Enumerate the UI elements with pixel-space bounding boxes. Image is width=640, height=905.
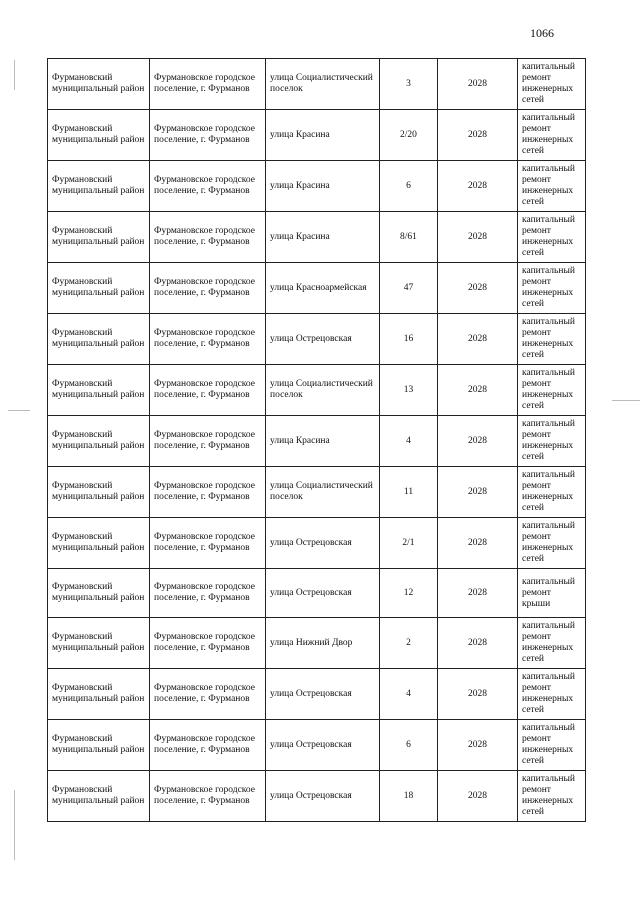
work-type-cell: капитальный ремонт инженерных сетей [518, 720, 586, 771]
settlement-cell: Фурмановское городское поселение, г. Фурманов [150, 59, 266, 110]
year-cell: 2028 [438, 518, 518, 569]
street-cell: улица Социалистический поселок [266, 59, 380, 110]
street-cell: улица Красина [266, 161, 380, 212]
street-cell: улица Красина [266, 212, 380, 263]
district-cell: Фурмановский муниципальный район [48, 416, 150, 467]
registry-table-body [48, 59, 586, 822]
house-number-cell: 4 [380, 416, 438, 467]
house-number-cell: 2 [380, 618, 438, 669]
district-cell: Фурмановский муниципальный район [48, 518, 150, 569]
street-cell: улица Острецовская [266, 569, 380, 618]
house-number-cell: 16 [380, 314, 438, 365]
house-number-cell: 47 [380, 263, 438, 314]
work-type-cell: капитальный ремонт инженерных сетей [518, 161, 586, 212]
table-row [48, 518, 586, 569]
district-cell: Фурмановский муниципальный район [48, 618, 150, 669]
street-cell: улица Острецовская [266, 669, 380, 720]
year-cell: 2028 [438, 314, 518, 365]
settlement-cell: Фурмановское городское поселение, г. Фурманов [150, 569, 266, 618]
street-cell: улица Социалистический поселок [266, 467, 380, 518]
scan-artifact [14, 790, 15, 860]
year-cell: 2028 [438, 720, 518, 771]
year-cell: 2028 [438, 59, 518, 110]
work-type-cell: капитальный ремонт инженерных сетей [518, 59, 586, 110]
work-type-cell: капитальный ремонт инженерных сетей [518, 365, 586, 416]
year-cell: 2028 [438, 669, 518, 720]
settlement-cell: Фурмановское городское поселение, г. Фурманов [150, 771, 266, 822]
street-cell: улица Красноармейская [266, 263, 380, 314]
house-number-cell: 12 [380, 569, 438, 618]
table-row [48, 416, 586, 467]
settlement-cell: Фурмановское городское поселение, г. Фурманов [150, 110, 266, 161]
table-row [48, 569, 586, 618]
year-cell: 2028 [438, 569, 518, 618]
district-cell: Фурмановский муниципальный район [48, 669, 150, 720]
settlement-cell: Фурмановское городское поселение, г. Фурманов [150, 314, 266, 365]
settlement-cell: Фурмановское городское поселение, г. Фурманов [150, 618, 266, 669]
house-number-cell: 2/20 [380, 110, 438, 161]
work-type-cell: капитальный ремонт инженерных сетей [518, 618, 586, 669]
year-cell: 2028 [438, 467, 518, 518]
table-row [48, 314, 586, 365]
district-cell: Фурмановский муниципальный район [48, 59, 150, 110]
table-row [48, 720, 586, 771]
page-number: 1066 [530, 26, 554, 40]
table-row [48, 59, 586, 110]
settlement-cell: Фурмановское городское поселение, г. Фурманов [150, 467, 266, 518]
work-type-cell: капитальный ремонт инженерных сетей [518, 467, 586, 518]
district-cell: Фурмановский муниципальный район [48, 314, 150, 365]
work-type-cell: капитальный ремонт инженерных сетей [518, 212, 586, 263]
table-row [48, 161, 586, 212]
district-cell: Фурмановский муниципальный район [48, 771, 150, 822]
house-number-cell: 6 [380, 161, 438, 212]
work-type-cell: капитальный ремонт инженерных сетей [518, 314, 586, 365]
work-type-cell: капитальный ремонт крыши [518, 569, 586, 618]
street-cell: улица Острецовская [266, 771, 380, 822]
table-row [48, 618, 586, 669]
table-row [48, 467, 586, 518]
house-number-cell: 11 [380, 467, 438, 518]
table-row [48, 212, 586, 263]
table-row [48, 365, 586, 416]
street-cell: улица Острецовская [266, 518, 380, 569]
year-cell: 2028 [438, 212, 518, 263]
street-cell: улица Социалистический поселок [266, 365, 380, 416]
work-type-cell: капитальный ремонт инженерных сетей [518, 771, 586, 822]
table-row [48, 669, 586, 720]
street-cell: улица Красина [266, 416, 380, 467]
work-type-cell: капитальный ремонт инженерных сетей [518, 669, 586, 720]
district-cell: Фурмановский муниципальный район [48, 365, 150, 416]
house-number-cell: 4 [380, 669, 438, 720]
table-row [48, 263, 586, 314]
settlement-cell: Фурмановское городское поселение, г. Фурманов [150, 212, 266, 263]
settlement-cell: Фурмановское городское поселение, г. Фурманов [150, 518, 266, 569]
house-number-cell: 8/61 [380, 212, 438, 263]
house-number-cell: 18 [380, 771, 438, 822]
settlement-cell: Фурмановское городское поселение, г. Фурманов [150, 416, 266, 467]
table-row [48, 110, 586, 161]
district-cell: Фурмановский муниципальный район [48, 110, 150, 161]
house-number-cell: 2/1 [380, 518, 438, 569]
scan-artifact [8, 410, 30, 411]
settlement-cell: Фурмановское городское поселение, г. Фурманов [150, 365, 266, 416]
street-cell: улица Нижний Двор [266, 618, 380, 669]
work-type-cell: капитальный ремонт инженерных сетей [518, 263, 586, 314]
street-cell: улица Острецовская [266, 720, 380, 771]
district-cell: Фурмановский муниципальный район [48, 161, 150, 212]
street-cell: улица Острецовская [266, 314, 380, 365]
district-cell: Фурмановский муниципальный район [48, 569, 150, 618]
year-cell: 2028 [438, 618, 518, 669]
registry-table [47, 58, 586, 822]
house-number-cell: 3 [380, 59, 438, 110]
year-cell: 2028 [438, 416, 518, 467]
district-cell: Фурмановский муниципальный район [48, 212, 150, 263]
district-cell: Фурмановский муниципальный район [48, 263, 150, 314]
street-cell: улица Красина [266, 110, 380, 161]
district-cell: Фурмановский муниципальный район [48, 467, 150, 518]
year-cell: 2028 [438, 365, 518, 416]
district-cell: Фурмановский муниципальный район [48, 720, 150, 771]
work-type-cell: капитальный ремонт инженерных сетей [518, 110, 586, 161]
settlement-cell: Фурмановское городское поселение, г. Фурманов [150, 720, 266, 771]
year-cell: 2028 [438, 161, 518, 212]
year-cell: 2028 [438, 263, 518, 314]
settlement-cell: Фурмановское городское поселение, г. Фурманов [150, 161, 266, 212]
work-type-cell: капитальный ремонт инженерных сетей [518, 416, 586, 467]
settlement-cell: Фурмановское городское поселение, г. Фурманов [150, 263, 266, 314]
work-type-cell: капитальный ремонт инженерных сетей [518, 518, 586, 569]
scan-artifact [612, 400, 640, 401]
year-cell: 2028 [438, 771, 518, 822]
settlement-cell: Фурмановское городское поселение, г. Фурманов [150, 669, 266, 720]
year-cell: 2028 [438, 110, 518, 161]
house-number-cell: 6 [380, 720, 438, 771]
house-number-cell: 13 [380, 365, 438, 416]
table-row [48, 771, 586, 822]
scan-artifact [14, 60, 15, 90]
